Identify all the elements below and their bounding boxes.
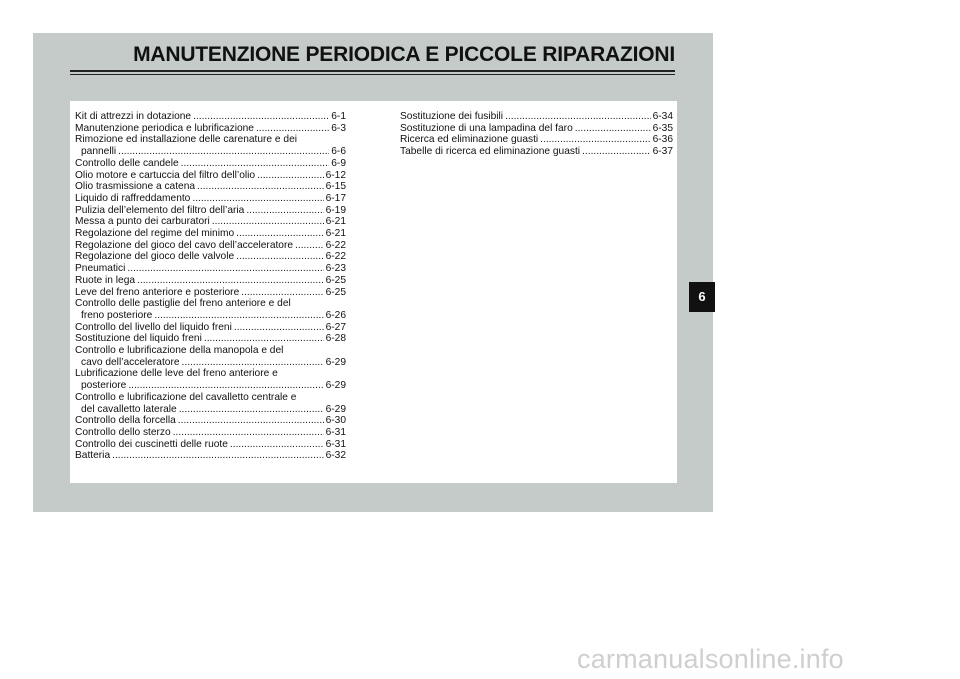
toc-dot-leader xyxy=(212,216,324,228)
toc-dot-leader xyxy=(257,170,324,182)
toc-page-number: 6-26 xyxy=(325,309,346,321)
toc-dot-leader xyxy=(575,123,651,135)
toc-entry[interactable] xyxy=(75,415,346,427)
toc-entry[interactable] xyxy=(75,240,346,252)
toc-right-column xyxy=(400,111,673,158)
toc-page-number: 6-17 xyxy=(325,192,346,204)
toc-dot-leader xyxy=(505,111,651,123)
toc-dot-leader xyxy=(241,287,323,299)
toc-entry-label: Sostituzione dei fusibili xyxy=(400,111,504,122)
toc-dot-leader xyxy=(154,310,323,322)
toc-dot-leader xyxy=(127,263,323,275)
toc-entry[interactable] xyxy=(75,298,346,321)
toc-entry[interactable] xyxy=(75,111,346,123)
toc-dot-leader xyxy=(230,439,324,451)
toc-page-number: 6-29 xyxy=(325,380,346,392)
toc-dot-leader xyxy=(256,123,329,135)
toc-page-number: 6-28 xyxy=(325,333,346,345)
toc-entry[interactable] xyxy=(75,450,346,462)
toc-dot-leader xyxy=(178,415,324,427)
toc-entry-label: Regolazione del gioco del cavo dell’acceleratore xyxy=(75,239,294,251)
toc-dot-leader xyxy=(197,181,324,193)
toc-entry[interactable] xyxy=(75,322,346,334)
toc-entry-label: Controllo delle candele xyxy=(75,157,179,169)
toc-entry[interactable] xyxy=(75,123,346,135)
toc-entry[interactable] xyxy=(75,205,346,217)
toc-entry[interactable] xyxy=(75,333,346,345)
toc-entry-label: Tabelle di ricerca ed eliminazione guasti xyxy=(400,146,581,158)
toc-entry[interactable] xyxy=(75,275,346,287)
toc-entry[interactable] xyxy=(400,134,673,146)
toc-entry-label: Pneumatici xyxy=(75,263,126,275)
toc-page-number: 6-29 xyxy=(325,356,346,368)
toc-page-number: 6-34 xyxy=(652,111,673,122)
toc-dot-leader xyxy=(173,427,324,439)
toc-dot-leader xyxy=(137,275,324,287)
toc-entry[interactable] xyxy=(400,123,673,135)
toc-page-number: 6-25 xyxy=(325,286,346,298)
toc-entry-label: freno posteriore xyxy=(81,309,153,321)
toc-dot-leader xyxy=(193,111,329,123)
toc-entry-label: Controllo delle pastiglie del freno anteriore e del xyxy=(75,298,291,310)
toc-entry-label: Olio motore e cartuccia del filtro dell’olio xyxy=(75,169,256,181)
toc-entry-label: Regolazione del regime del minimo xyxy=(75,228,235,240)
toc-entry[interactable] xyxy=(75,158,346,170)
toc-entry[interactable] xyxy=(75,181,346,193)
toc-entry-label: Leve del freno anteriore e posteriore xyxy=(75,286,240,298)
toc-page-number: 6-31 xyxy=(325,438,346,450)
toc-page-number: 6-32 xyxy=(325,450,346,462)
toc-dot-leader xyxy=(204,333,324,345)
toc-entry-label: cavo dell’acceleratore xyxy=(81,356,180,368)
toc-page-number: 6-12 xyxy=(325,169,346,181)
toc-entry[interactable] xyxy=(75,439,346,451)
toc-entry[interactable] xyxy=(75,216,346,228)
toc-entry-label: Controllo della forcella xyxy=(75,415,176,427)
toc-entry[interactable] xyxy=(75,170,346,182)
toc-dot-leader xyxy=(112,450,324,462)
toc-page-number: 6-19 xyxy=(325,204,346,216)
toc-entry[interactable] xyxy=(75,427,346,439)
toc-entry[interactable] xyxy=(75,392,346,415)
toc-entry-label: Controllo dei cuscinetti delle ruote xyxy=(75,438,228,450)
toc-page-number: 6-6 xyxy=(331,146,346,158)
toc-page-number: 6-3 xyxy=(331,122,346,134)
toc-dot-leader xyxy=(192,193,323,205)
toc-page-number: 6-22 xyxy=(325,239,346,251)
toc-dot-leader xyxy=(181,158,330,170)
toc-left-column xyxy=(75,111,346,462)
toc-entry-label: Pulizia dell’elemento del filtro dell’aria xyxy=(75,204,245,216)
page-title: MANUTENZIONE PERIODICA E PICCOLE RIPARAZIONI xyxy=(133,43,675,66)
title-rule-thin xyxy=(70,74,675,75)
toc-page-number: 6-21 xyxy=(325,216,346,228)
toc-entry-label: Ruote in lega xyxy=(75,274,136,286)
toc-entry-label: pannelli xyxy=(81,146,117,158)
title-rule xyxy=(70,70,675,72)
toc-entry[interactable] xyxy=(75,263,346,275)
toc-page-number: 6-27 xyxy=(325,321,346,333)
toc-entry[interactable] xyxy=(75,368,346,391)
toc-page-number: 6-31 xyxy=(325,426,346,438)
toc-entry-label: Controllo e lubrificazione del cavalletto centrale e xyxy=(75,391,297,403)
toc-dot-leader xyxy=(118,146,329,158)
toc-page-number: 6-23 xyxy=(325,263,346,275)
toc-entry-label: Controllo e lubrificazione della manopola e del xyxy=(75,345,284,357)
toc-entry-label: Messa a punto dei carburatori xyxy=(75,216,210,228)
toc-entry-label: del cavalletto laterale xyxy=(81,403,177,415)
watermark-text: carmanualsonline.info xyxy=(577,644,844,674)
toc-entry-label: Sostituzione di una lampadina del faro xyxy=(400,122,573,134)
toc-entry-label: Lubrificazione delle leve del freno anteriore e xyxy=(75,368,278,380)
toc-page-number: 6-25 xyxy=(325,274,346,286)
toc-dot-leader xyxy=(246,205,323,217)
toc-entry[interactable] xyxy=(75,134,346,157)
toc-entry-label: Kit di attrezzi in dotazione xyxy=(75,111,192,122)
toc-entry[interactable] xyxy=(400,111,673,123)
toc-entry[interactable] xyxy=(75,251,346,263)
chapter-tab[interactable]: 6 xyxy=(689,282,715,312)
toc-page-number: 6-15 xyxy=(325,181,346,193)
toc-entry-label: Liquido di raffreddamento xyxy=(75,192,191,204)
toc-entry-label: Regolazione del gioco delle valvole xyxy=(75,251,235,263)
toc-entry[interactable] xyxy=(75,287,346,299)
toc-entry-label: Manutenzione periodica e lubrificazione xyxy=(75,122,254,134)
toc-dot-leader xyxy=(540,134,650,146)
toc-dot-leader xyxy=(236,251,323,263)
toc-page-number: 6-22 xyxy=(325,251,346,263)
toc-page-number: 6-30 xyxy=(325,415,346,427)
toc-dot-leader xyxy=(295,240,324,252)
toc-page-number: 6-29 xyxy=(325,403,346,415)
toc-page-number: 6-9 xyxy=(331,157,346,169)
toc-entry-label: Rimozione ed installazione delle carenature e dei xyxy=(75,134,297,146)
toc-entry-label: Controllo del livello del liquido freni xyxy=(75,321,232,333)
toc-page-number: 6-1 xyxy=(331,111,346,122)
toc-dot-leader xyxy=(236,228,323,240)
toc-dot-leader xyxy=(182,357,324,369)
toc-entry-label: Controllo dello sterzo xyxy=(75,426,171,438)
toc-entry[interactable] xyxy=(75,345,346,368)
toc-page-number: 6-37 xyxy=(652,146,673,158)
toc-dot-leader xyxy=(128,380,323,392)
toc-entry[interactable] xyxy=(400,146,673,158)
toc-page-number: 6-35 xyxy=(652,122,673,134)
toc-entry-label: posteriore xyxy=(81,380,127,392)
toc-entry-label: Ricerca ed eliminazione guasti xyxy=(400,134,539,146)
toc-dot-leader xyxy=(179,404,324,416)
toc-dot-leader xyxy=(234,322,324,334)
toc-entry-label: Olio trasmissione a catena xyxy=(75,181,196,193)
toc-page-number: 6-21 xyxy=(325,228,346,240)
toc-entry[interactable] xyxy=(75,193,346,205)
toc-entry-label: Batteria xyxy=(75,450,111,462)
toc-dot-leader xyxy=(582,146,651,158)
toc-entry-label: Sostituzione del liquido freni xyxy=(75,333,202,345)
toc-entry[interactable] xyxy=(75,228,346,240)
toc-page-number: 6-36 xyxy=(652,134,673,146)
